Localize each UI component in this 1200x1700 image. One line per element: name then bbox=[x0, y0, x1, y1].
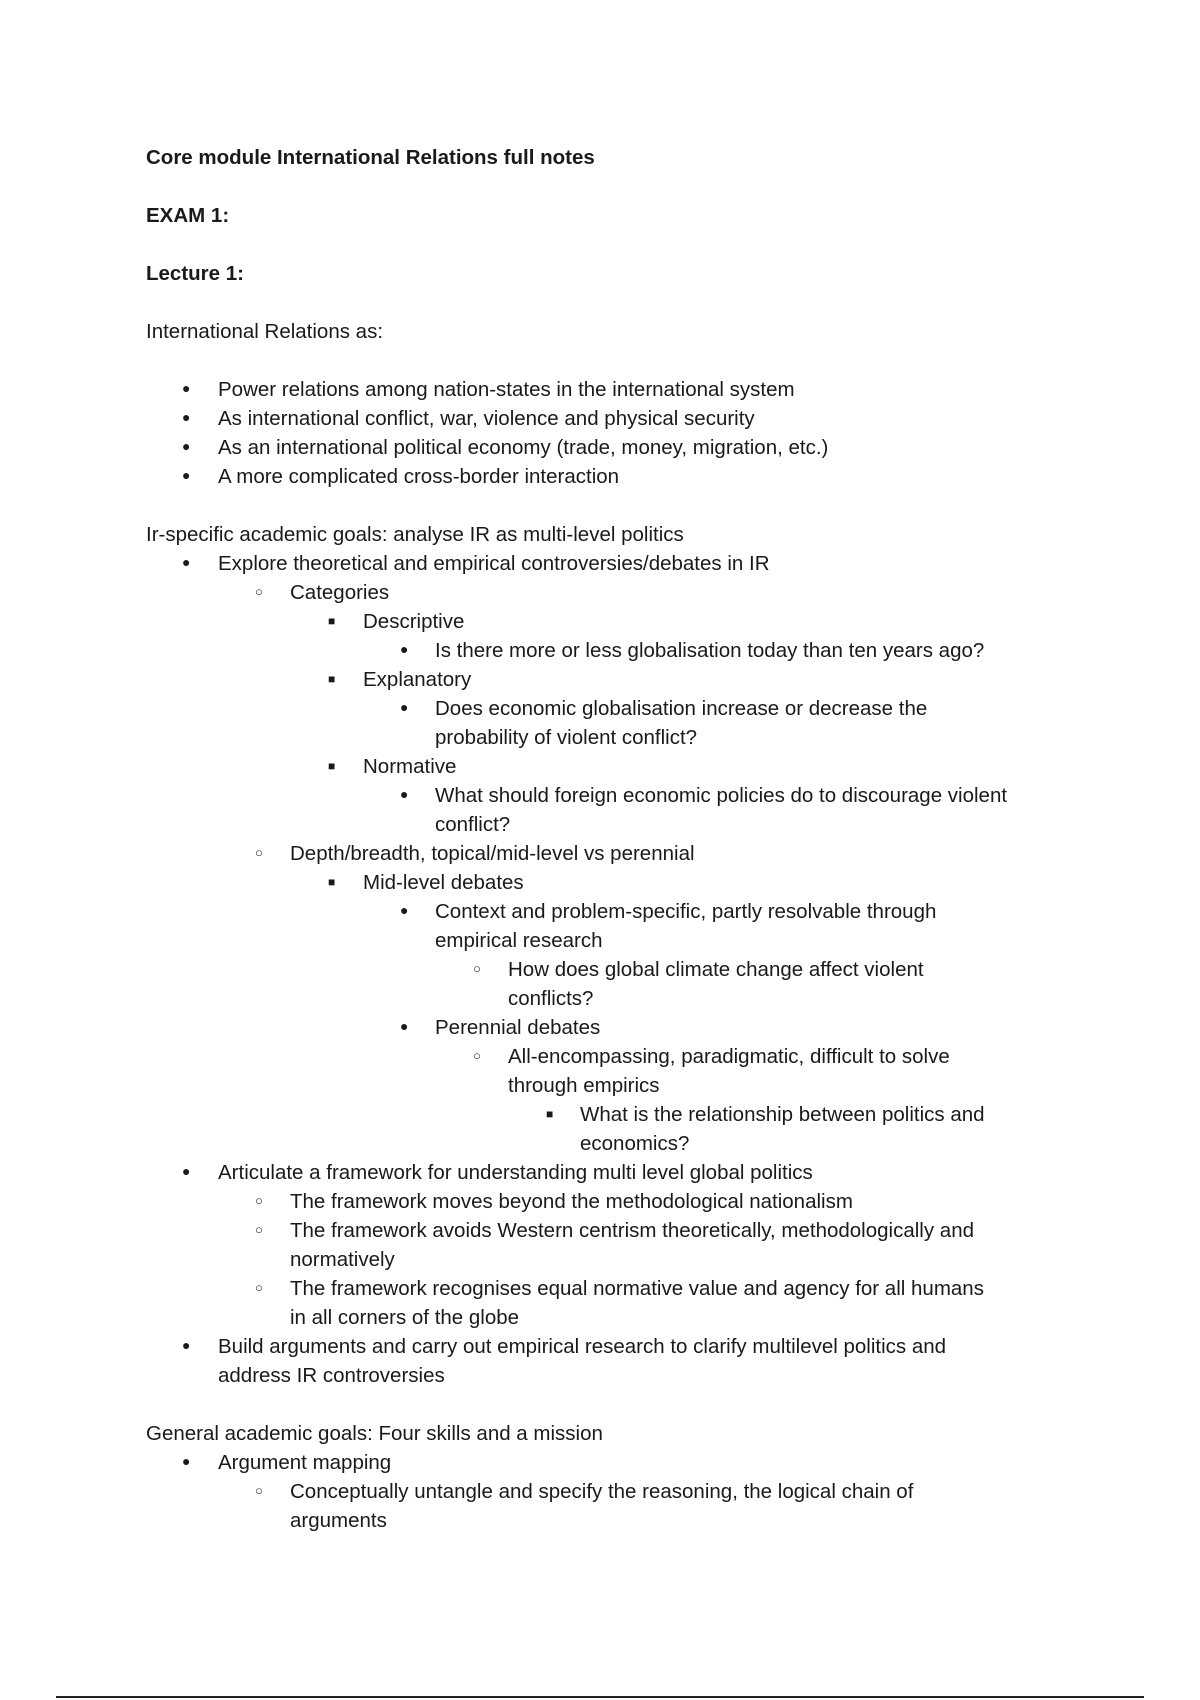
bullet-icon bbox=[400, 636, 408, 666]
bullet-icon bbox=[182, 549, 190, 579]
bullet-icon bbox=[328, 607, 335, 638]
bullet-icon bbox=[400, 1013, 408, 1043]
bullet-icon bbox=[182, 1448, 190, 1478]
bullet-icon bbox=[400, 897, 408, 927]
intro-text: International Relations as: bbox=[146, 320, 384, 343]
bullet-icon bbox=[182, 1158, 190, 1188]
list-item-continuation: conflict? bbox=[435, 813, 511, 836]
list-item: ● Context and problem-specific, partly resolvable through bbox=[146, 897, 1076, 926]
bullet-icon bbox=[255, 839, 263, 869]
bullet-icon bbox=[473, 955, 481, 985]
list-item: ● Is there more or less globalisation today than ten years ago? bbox=[146, 636, 1076, 665]
list-item: ○ All-encompassing, paradigmatic, difficult to solve bbox=[146, 1042, 1076, 1071]
list-item: ● What should foreign economic policies do to discourage violent bbox=[146, 781, 1076, 810]
list-item: ■ Normative bbox=[146, 752, 1076, 781]
list-item: ■ Descriptive bbox=[146, 607, 1076, 636]
list-item: ○ The framework moves beyond the methodological nationalism bbox=[146, 1187, 1076, 1216]
list-item-continuation: economics? bbox=[580, 1132, 690, 1155]
bullet-icon bbox=[255, 1187, 263, 1217]
list-item-continuation: arguments bbox=[290, 1509, 387, 1532]
bullet-icon bbox=[546, 1100, 553, 1131]
list-item-continuation: normatively bbox=[290, 1248, 395, 1271]
ir-goals-heading: Ir-specific academic goals: analyse IR as multi-level politics bbox=[146, 523, 684, 546]
bullet-icon bbox=[328, 665, 335, 696]
lecture-heading: Lecture 1: bbox=[146, 262, 244, 285]
bullet-icon bbox=[255, 1216, 263, 1246]
bullet-icon bbox=[473, 1042, 481, 1072]
list-item-continuation: in all corners of the globe bbox=[290, 1306, 520, 1329]
list-item: ● As an international political economy (trade, money, migration, etc.) bbox=[146, 433, 1076, 462]
list-item-continuation: conflicts? bbox=[508, 987, 594, 1010]
list-item-continuation: through empirics bbox=[508, 1074, 660, 1097]
list-item-continuation: address IR controversies bbox=[218, 1364, 445, 1387]
bullet-icon bbox=[255, 578, 263, 608]
list-item: ○ Categories bbox=[146, 578, 1076, 607]
list-item: ● Power relations among nation-states in the international system bbox=[146, 375, 1076, 404]
list-item: ○ The framework avoids Western centrism theoretically, methodologically and bbox=[146, 1216, 1076, 1245]
list-item: ■ Mid-level debates bbox=[146, 868, 1076, 897]
list-item: ● Does economic globalisation increase or decrease the bbox=[146, 694, 1076, 723]
bullet-icon bbox=[182, 1332, 190, 1362]
bullet-icon bbox=[328, 752, 335, 783]
bullet-icon bbox=[182, 375, 190, 405]
list-item: ● Explore theoretical and empirical controversies/debates in IR bbox=[146, 549, 1076, 578]
list-item: ○ Conceptually untangle and specify the reasoning, the logical chain of bbox=[146, 1477, 1076, 1506]
list-item-continuation: empirical research bbox=[435, 929, 603, 952]
page-bottom-rule bbox=[56, 1696, 1144, 1698]
list-item: ● Argument mapping bbox=[146, 1448, 1076, 1477]
document-title: Core module International Relations full notes bbox=[146, 146, 595, 169]
list-item: ● A more complicated cross-border interaction bbox=[146, 462, 1076, 491]
list-item: ○ Depth/breadth, topical/mid-level vs perennial bbox=[146, 839, 1076, 868]
list-item: ■ Explanatory bbox=[146, 665, 1076, 694]
bullet-icon bbox=[255, 1477, 263, 1507]
bullet-icon bbox=[255, 1274, 263, 1304]
list-item: ■ What is the relationship between politics and bbox=[146, 1100, 1076, 1129]
document-body bbox=[146, 143, 1076, 1535]
list-item-continuation: probability of violent conflict? bbox=[435, 726, 698, 749]
bullet-icon bbox=[182, 462, 190, 492]
list-item: ● As international conflict, war, violence and physical security bbox=[146, 404, 1076, 433]
bullet-icon bbox=[182, 433, 190, 463]
list-item: ○ How does global climate change affect violent bbox=[146, 955, 1076, 984]
bullet-icon bbox=[400, 781, 408, 811]
exam-heading: EXAM 1: bbox=[146, 204, 230, 227]
bullet-icon bbox=[400, 694, 408, 724]
list-item: ○ The framework recognises equal normative value and agency for all humans bbox=[146, 1274, 1076, 1303]
list-item: ● Perennial debates bbox=[146, 1013, 1076, 1042]
list-item: ● Build arguments and carry out empirical research to clarify multilevel politics and bbox=[146, 1332, 1076, 1361]
general-goals-heading: General academic goals: Four skills and a mission bbox=[146, 1422, 603, 1445]
bullet-icon bbox=[182, 404, 190, 434]
bullet-icon bbox=[328, 868, 335, 899]
list-item: ● Articulate a framework for understanding multi level global politics bbox=[146, 1158, 1076, 1187]
